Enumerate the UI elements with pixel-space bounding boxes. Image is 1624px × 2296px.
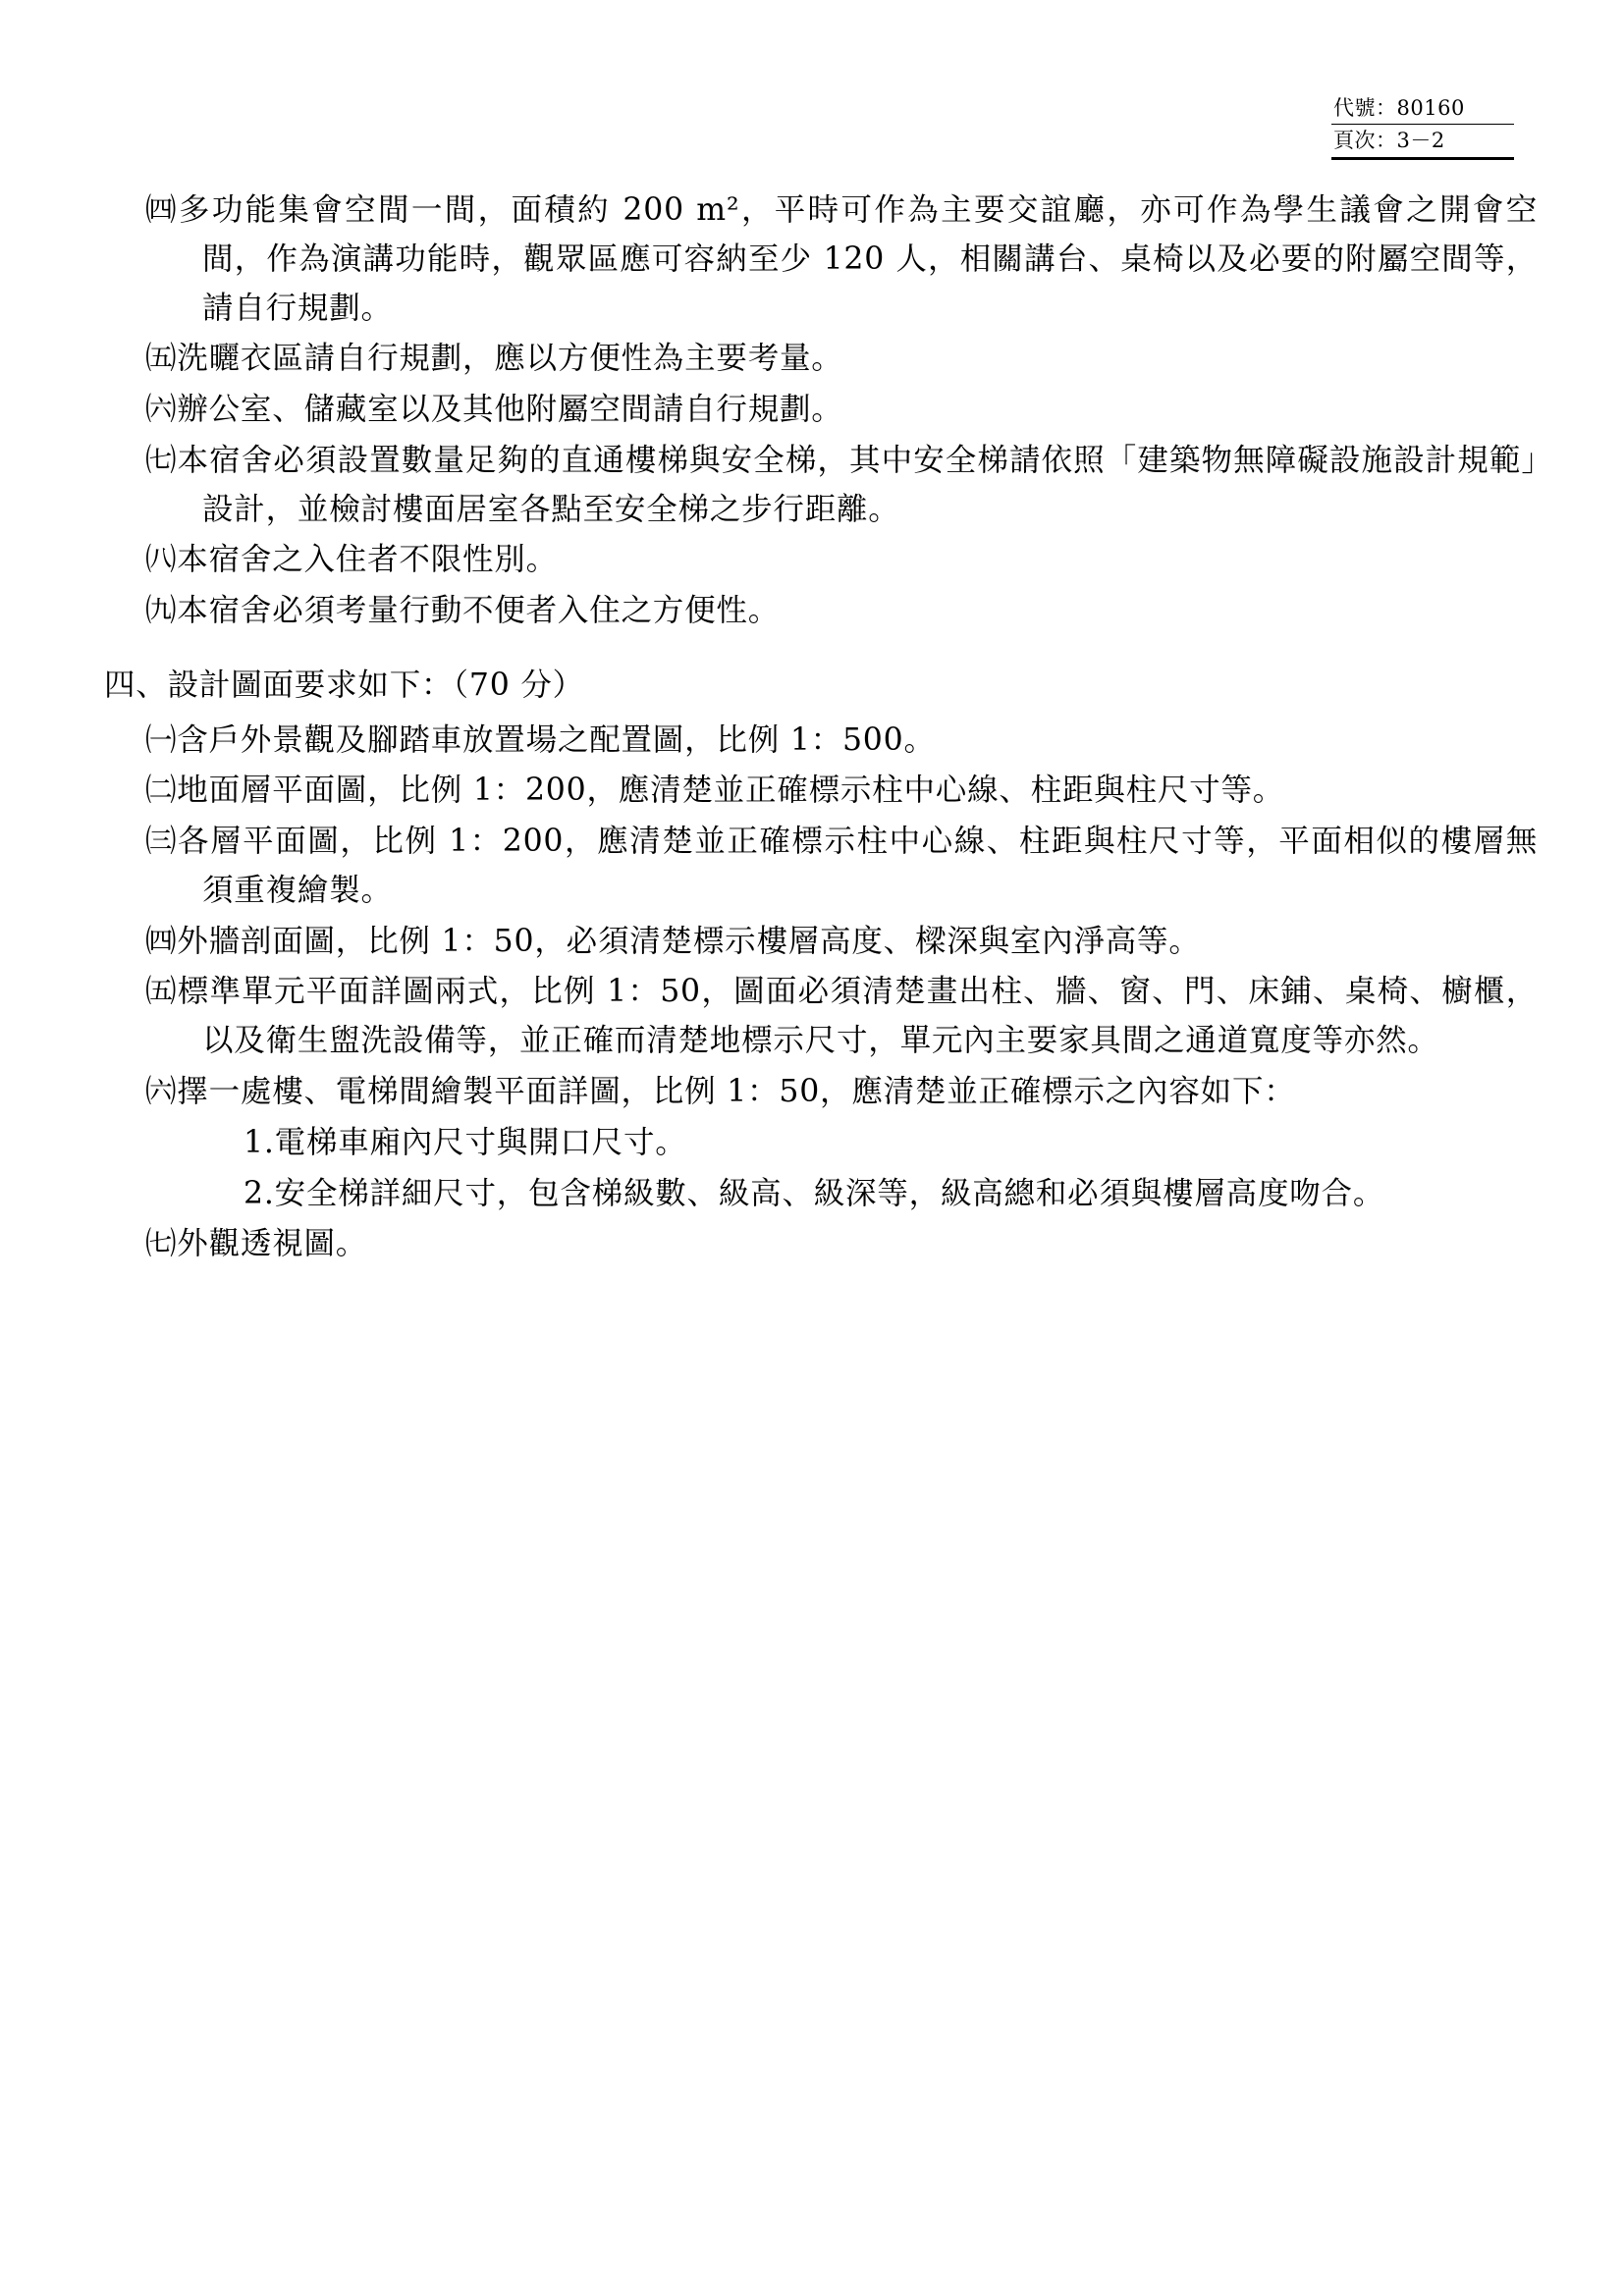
- exam-code-box: [1331, 94, 1514, 160]
- page-number-label: 頁次：3－2: [1331, 124, 1514, 154]
- section-heading: 四、設計圖面要求如下：（70 分）: [104, 667, 584, 703]
- list-item: ㈢各層平面圖，比例 1：200，應清楚並正確標示柱中心線、柱距與柱尺寸等，平面相似的樓層無須重複繪製。: [145, 824, 1538, 908]
- list-item: ㈡地面層平面圖，比例 1：200，應清楚並正確標示柱中心線、柱距與柱尺寸等。: [145, 773, 1285, 809]
- sub-list-item: 2.安全梯詳細尺寸，包含梯級數、級高、級深等，級高總和必須與樓層高度吻合。: [244, 1175, 1385, 1211]
- list-item: ㈥擇一處樓、電梯間繪製平面詳圖，比例 1：50，應清楚並正確標示之內容如下：: [145, 1074, 1296, 1110]
- list-item: ㈣多功能集會空間一間，面積約 200 m²，平時可作為主要交誼廳，亦可作為學生議會之開會空間，作為演講功能時，觀眾區應可容納至少 120 人，相關講台、桌椅以及必要的附屬空間等，請自行規劃。: [145, 192, 1538, 326]
- list-item: ㈧本宿舍之入住者不限性別。: [145, 542, 558, 578]
- document-content: [94, 187, 1538, 1271]
- list-item: ㈤洗曬衣區請自行規劃，應以方便性為主要考量。: [145, 341, 843, 377]
- list-item: ㈨本宿舍必須考量行動不便者入住之方便性。: [145, 593, 781, 629]
- exam-code-label: 代號：80160: [1333, 96, 1465, 120]
- list-item: ㈦外觀透視圖。: [145, 1226, 368, 1262]
- list-item: ㈥辦公室、儲藏室以及其他附屬空間請自行規劃。: [145, 392, 843, 428]
- list-item: ㈤標準單元平面詳圖兩式，比例 1：50，圖面必須清楚畫出柱、牆、窗、門、床鋪、桌椅、櫥櫃，以及衛生盥洗設備等，並正確而清楚地標示尺寸，單元內主要家具間之通道寬度等亦然。: [145, 974, 1538, 1059]
- sub-list-item: 1.電梯車廂內尺寸與開口尺寸。: [244, 1124, 687, 1160]
- list-item: ㈦本宿舍必須設置數量足夠的直通樓梯與安全梯，其中安全梯請依照「建築物無障礙設施設計規範」設計，並檢討樓面居室各點至安全梯之步行距離。: [145, 442, 1538, 527]
- list-item: ㈣外牆剖面圖，比例 1：50，必須清楚標示樓層高度、樑深與室內淨高等。: [145, 923, 1201, 959]
- list-item: ㈠含戶外景觀及腳踏車放置場之配置圖，比例 1：500。: [145, 721, 936, 758]
